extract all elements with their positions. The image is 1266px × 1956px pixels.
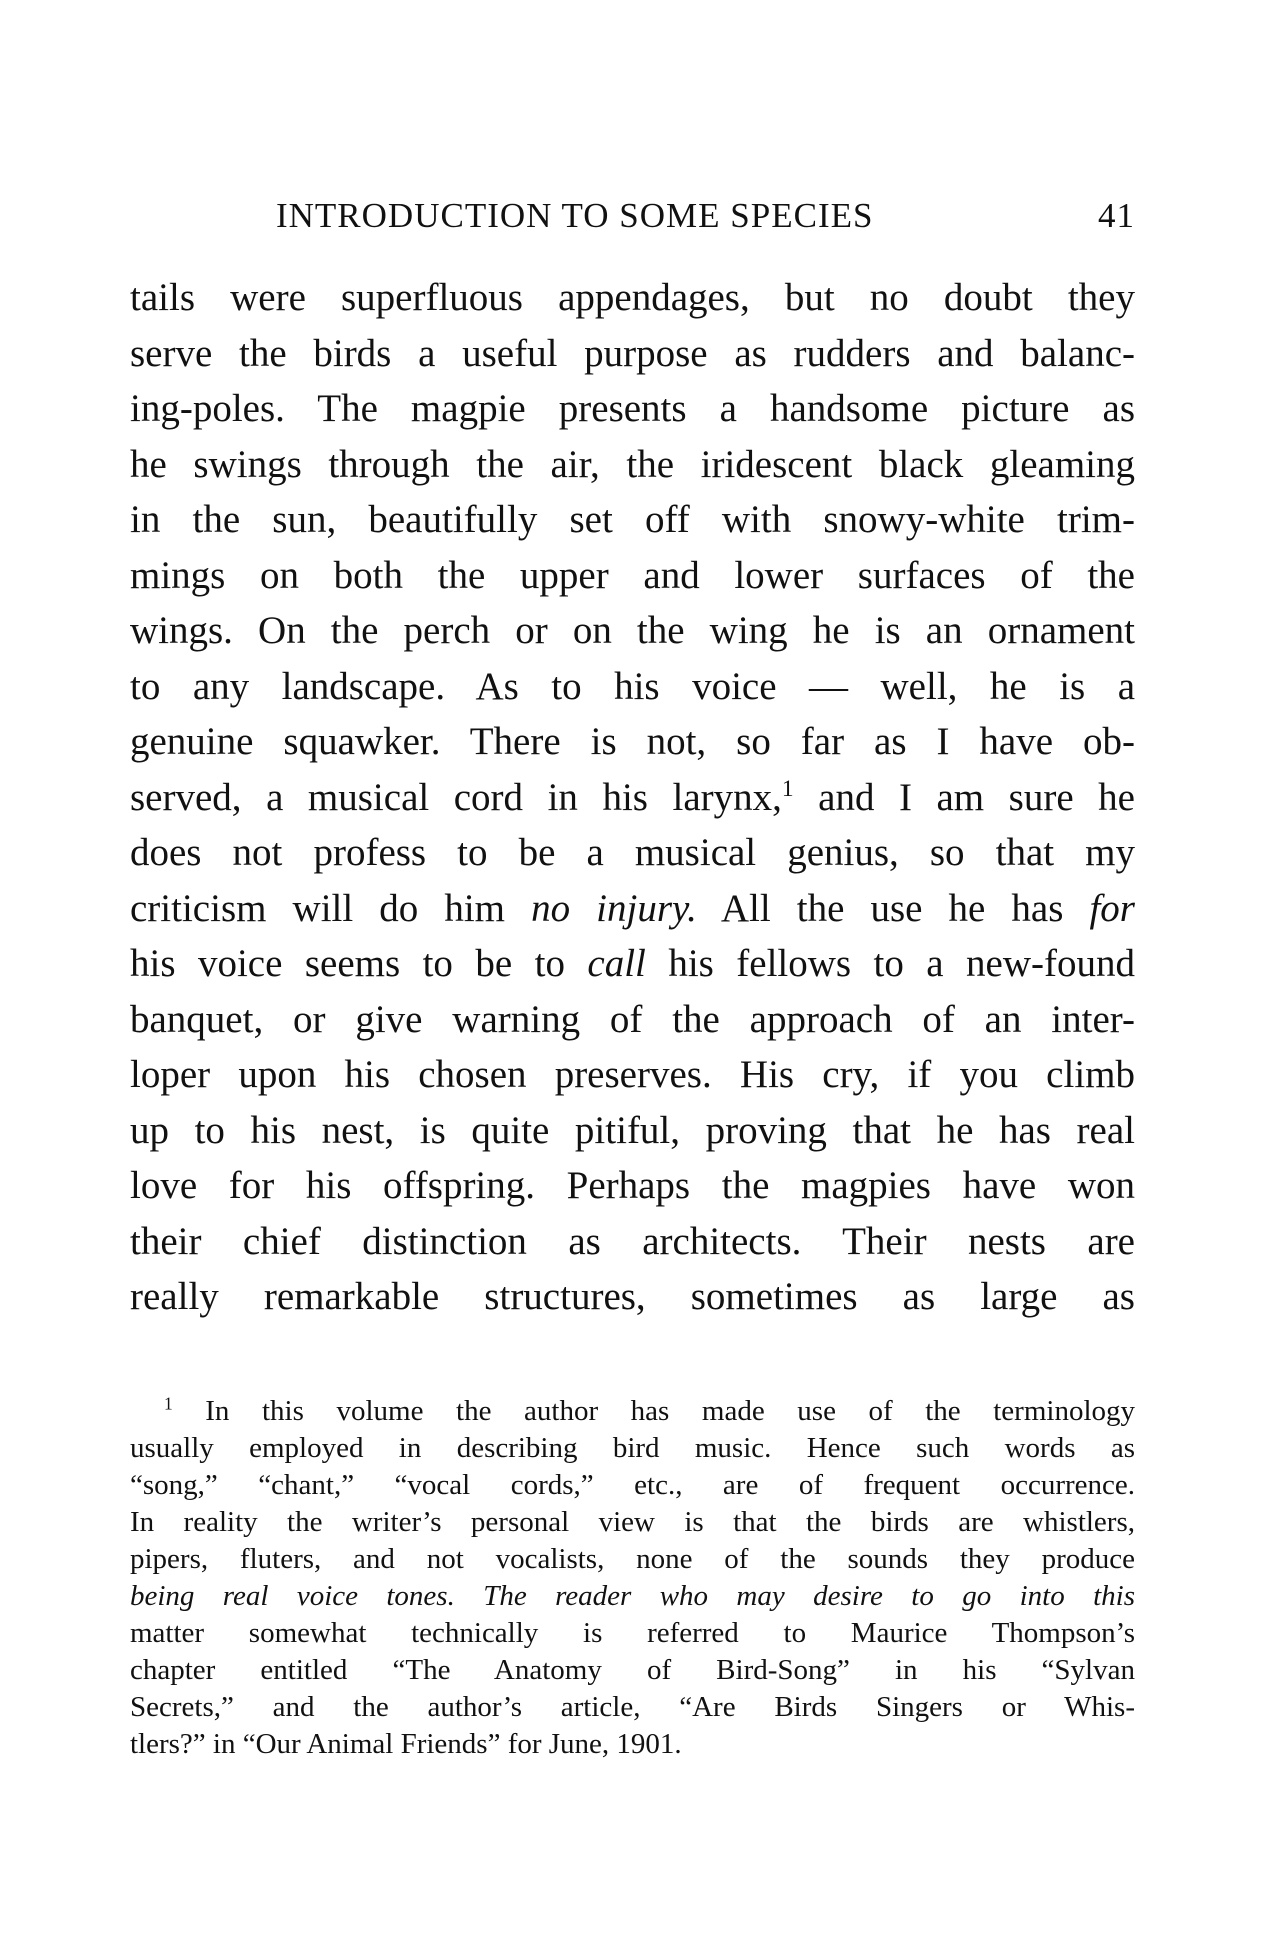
text-segment: his fellows to a new-found	[645, 942, 1136, 985]
text-segment: loper upon his chosen preserves. His cry, if you climb	[130, 1053, 1135, 1096]
text-segment: In this volume the author has made use of the terminology	[172, 1395, 1135, 1427]
text-segment: call	[587, 942, 646, 985]
text-line	[130, 492, 1135, 548]
footnote-line	[130, 1726, 1135, 1763]
text-segment: usually employed in describing bird music. Hence such words as	[130, 1432, 1135, 1464]
body-text	[130, 270, 1135, 1325]
footnote-line	[130, 1504, 1135, 1541]
text-segment: tails were superfluous appendages, but no doubt they	[130, 276, 1135, 319]
text-segment: his voice seems to be to	[130, 942, 588, 985]
text-segment: love for his offspring. Perhaps the magpies have won	[130, 1164, 1135, 1207]
text-segment: banquet, or give warning of the approach of an inter-	[130, 997, 1135, 1041]
text-segment: Secrets,” and the author’s article, “Are Birds Singers or Whis-	[130, 1691, 1135, 1723]
text-line	[130, 1103, 1135, 1159]
text-segment: chapter entitled “The Anatomy of Bird-Song” in his “Sylvan	[130, 1654, 1135, 1686]
footnote-line	[130, 1467, 1135, 1504]
text-line	[130, 770, 1135, 826]
footnote-line	[130, 1541, 1135, 1578]
running-header	[130, 196, 1135, 240]
text-line	[130, 1158, 1135, 1214]
footnote-line	[130, 1430, 1135, 1467]
text-segment: he swings through the air, the iridescent black gleaming	[130, 442, 1135, 486]
text-segment: pipers, fluters, and not vocalists, none of the sounds they produce	[130, 1543, 1135, 1575]
text-line	[130, 881, 1135, 937]
text-segment: All the use he has	[696, 886, 1090, 930]
text-segment: being real voice tones. The reader who may desire to go into this	[130, 1580, 1135, 1612]
text-segment: no injury.	[531, 886, 697, 930]
footnote-line	[130, 1578, 1135, 1615]
text-line	[130, 659, 1135, 715]
text-segment: criticism will do him	[130, 886, 532, 930]
footnote-line	[130, 1393, 1135, 1430]
text-segment: to any landscape. As to his voice — well, he is a	[130, 664, 1135, 708]
text-line	[130, 326, 1135, 382]
text-segment: served, a musical cord in his larynx,	[130, 775, 782, 819]
footnote	[130, 1393, 1135, 1763]
text-segment: for	[1089, 886, 1135, 930]
text-line	[130, 381, 1135, 437]
running-title: INTRODUCTION TO SOME SPECIES	[276, 196, 874, 235]
text-line	[130, 270, 1135, 326]
text-line	[130, 603, 1135, 659]
text-segment: tlers?” in “Our Animal Friends” for June, 1901.	[130, 1728, 682, 1760]
text-segment: ing-poles. The magpie presents a handsome picture as	[130, 387, 1135, 430]
text-segment: and I am sure he	[793, 775, 1135, 819]
text-segment: genuine squawker. There is not, so far as I have ob-	[130, 720, 1135, 763]
text-segment: In reality the writer’s personal view is that the birds are whistlers,	[130, 1506, 1135, 1538]
text-line	[130, 936, 1135, 992]
text-segment: wings. On the perch or on the wing he is an ornament	[130, 609, 1135, 652]
page-number: 41	[1098, 196, 1135, 235]
footnote-line	[130, 1615, 1135, 1652]
text-segment: mings on both the upper and lower surfaces of the	[130, 553, 1135, 597]
text-line	[130, 548, 1135, 604]
footnote-marker: 1	[164, 1393, 173, 1414]
text-segment: up to his nest, is quite pitiful, proving that he has real	[130, 1108, 1135, 1152]
text-line	[130, 437, 1135, 493]
text-line	[130, 992, 1135, 1048]
text-segment: in the sun, beautifully set off with snowy-white trim-	[130, 498, 1135, 541]
text-line	[130, 1047, 1135, 1103]
text-segment: does not profess to be a musical genius, so that my	[130, 831, 1135, 874]
text-segment: really remarkable structures, sometimes as large as	[130, 1275, 1135, 1318]
footnote-marker: 1	[781, 775, 794, 802]
text-segment: serve the birds a useful purpose as rudders and balanc-	[130, 331, 1135, 375]
footnote-line	[130, 1652, 1135, 1689]
text-segment: “song,” “chant,” “vocal cords,” etc., are of frequent occurrence.	[130, 1469, 1135, 1501]
text-line	[130, 714, 1135, 770]
text-line	[130, 1214, 1135, 1270]
text-segment: their chief distinction as architects. Their nests are	[130, 1219, 1135, 1263]
text-line	[130, 825, 1135, 881]
footnote-line	[130, 1689, 1135, 1726]
text-segment: matter somewhat technically is referred to Maurice Thompson’s	[130, 1617, 1135, 1649]
text-line	[130, 1269, 1135, 1325]
